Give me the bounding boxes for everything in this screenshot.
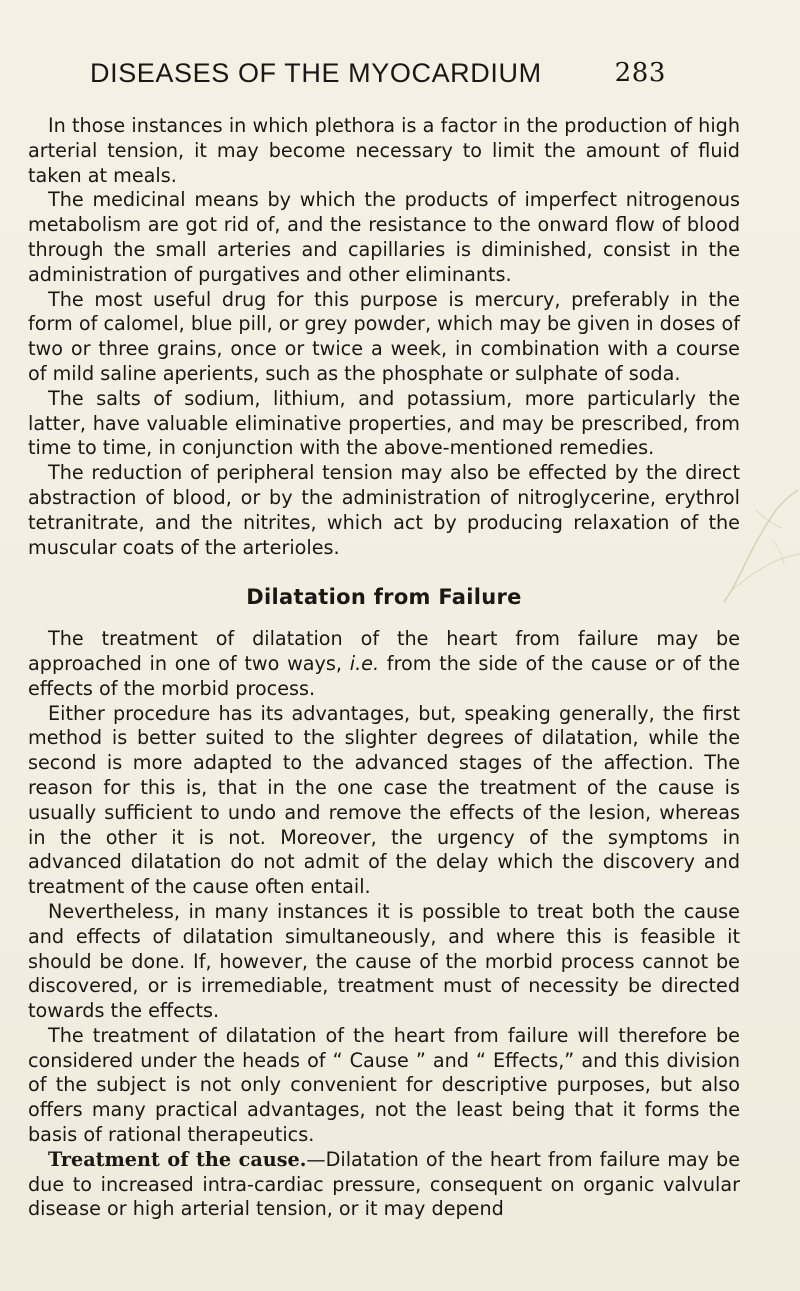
latin-abbreviation: i.e. (349, 651, 380, 675)
paragraph: The medicinal means by which the products of imperfect nitrogenous metabolism are got rid of, and the resistance to the onward flow of blood through the small arteries and capillaries is diminished, consist in the administration of purgatives and other eliminants. (28, 188, 740, 286)
run-in-heading: Treatment of the cause. (48, 1147, 307, 1171)
paragraph: Nevertheless, in many instances it is possible to treat both the cause and effects of dilatation simultaneously, and where this is feasible it should be done. If, however, the cause of the morbid process cannot be discovered, or is irremediable, treatment must of necessity be directed towards the effects. (28, 899, 740, 1023)
paragraph-text: from the side of the cause or of the effects of the morbid process. (28, 651, 740, 700)
paragraph: Either procedure has its advantages, but, speaking generally, the first method is better suited to the slighter degrees of dilatation, while the second is more adapted to the advanced stages of the affection. The reason for this is, that in the one case the treatment of the cause is usually sufficient to undo and remove the effects of the lesion, whereas in the other it is not. Moreover, the urgency of the symptoms in advanced dilatation do not admit of the delay which the discovery and treatment of the cause often entail. (28, 701, 740, 899)
section-heading: Dilatation from Failure (246, 585, 522, 610)
paragraph-text: —Dilatation of the heart from failure may be due to increased intra-cardiac pressure, consequent on organic valvular disease or high arterial tension, or it may depend (28, 1147, 741, 1221)
paragraph: In those instances in which plethora is a factor in the production of high arterial tension, it may become necessary to limit the amount of fluid taken at meals. (28, 114, 740, 187)
paragraph (28, 627, 740, 701)
page-number: 283 (614, 58, 666, 88)
paragraph (28, 1148, 740, 1222)
paragraph-text: The treatment of dilatation of the heart from failure may be approached in one of two ways, (28, 627, 740, 675)
paragraph: The reduction of peripheral tension may also be effected by the direct abstraction of blood, or by the administration of nitroglycerine, erythrol tetranitrate, and the nitrites, which act by producing relaxation of the muscular coats of the arterioles. (28, 461, 740, 559)
paragraph: The treatment of dilatation of the heart from failure will therefore be considered under the heads of “ Cause ” and “ Effects,” and this division of the subject is not only convenient for descriptive purposes, but also offers many practical advantages, not the least being that it forms the basis of rational therapeutics. (28, 1023, 740, 1147)
running-title: DISEASES OF THE MYOCARDIUM (90, 58, 542, 88)
paragraph: The most useful drug for this purpose is mercury, preferably in the form of calomel, blue pill, or grey powder, which may be given in doses of two or three grains, once or twice a week, in combination with a course of mild saline aperients, such as the phosphate or sulphate of soda. (28, 287, 740, 385)
page-header (62, 58, 666, 94)
bleed-through-mark (672, 470, 800, 610)
paragraph: The salts of sodium, lithium, and potassium, more particularly the latter, have valuable eliminative properties, and may be prescribed, from time to time, in conjunction with the above-mentioned remedies. (28, 386, 740, 460)
body-text (28, 114, 740, 1222)
